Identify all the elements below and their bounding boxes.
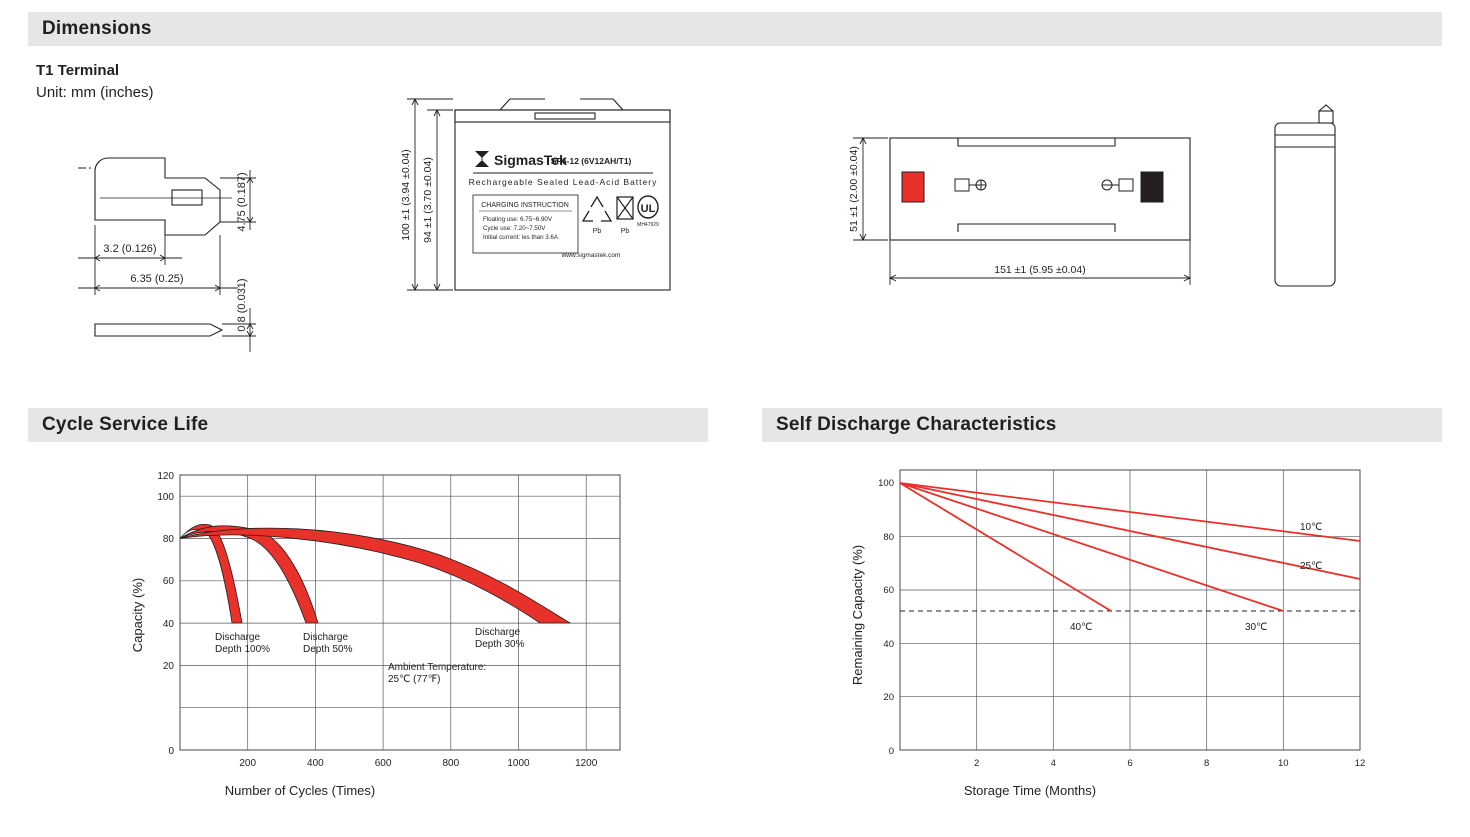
section-header-cycle-service-life (28, 408, 708, 442)
svg-text:8: 8 (1204, 758, 1210, 769)
svg-text:60: 60 (883, 585, 894, 596)
svg-text:UL: UL (640, 203, 656, 215)
battery-subtitle: Rechargeable Sealed Lead-Acid Battery (468, 177, 658, 187)
charging-line-1: Floating use: 6.75~6.90V (483, 216, 552, 223)
terminal-drawing (60, 130, 360, 360)
annotation-dod30-line2: Depth 30% (475, 639, 525, 650)
dim-length-label: 151 ±1 (5.95 ±0.04) (994, 264, 1086, 276)
no-trash-label: Pb (620, 228, 630, 235)
charging-line-3: Initial current: les than 3.6A (483, 234, 558, 241)
dim-height-outer-label: 100 ±1 (3.94 ±0.04) (400, 149, 412, 241)
recycle-label: Pb (592, 228, 602, 235)
section-title-cycle-service-life: Cycle Service Life (42, 414, 209, 435)
series-label-10c: 10℃ (1300, 522, 1323, 533)
charging-line-2: Cycle use: 7.20~7.50V (483, 225, 546, 232)
annotation-dod100-line2: Depth 100% (215, 644, 271, 655)
svg-text:200: 200 (239, 758, 257, 769)
charging-instruction-title: CHARGING INSTRUCTION (481, 202, 569, 209)
dim-6.35-label: 6.35 (0.25) (130, 273, 184, 285)
svg-text:40: 40 (162, 619, 174, 630)
annotation-dod30-line1: Discharge (475, 627, 521, 638)
dim-height-inner-label: 94 ±1 (3.70 ±0.04) (422, 157, 434, 243)
svg-text:600: 600 (374, 758, 392, 769)
ul-icon (637, 196, 659, 228)
svg-text:800: 800 (442, 758, 460, 769)
self-chart-xlabel: Storage Time (Months) (963, 783, 1097, 798)
battery-brand: SigmasTek (494, 152, 567, 168)
svg-text:20: 20 (162, 661, 174, 672)
svg-text:60: 60 (162, 576, 174, 587)
no-trash-icon (617, 197, 633, 235)
self-chart-ylabel: Remaining Capacity (%) (850, 544, 865, 686)
t1-terminal-title: T1 Terminal (36, 62, 120, 79)
unit-label: Unit: mm (inches) (36, 84, 154, 101)
cycle-chart-ylabel: Capacity (%) (130, 577, 145, 653)
svg-text:80: 80 (883, 532, 894, 543)
annotation-dod50-line2: Depth 50% (303, 644, 353, 655)
recycle-icon (583, 197, 611, 235)
svg-text:40: 40 (883, 639, 894, 650)
svg-text:0: 0 (888, 746, 894, 757)
battery-side-view (1255, 95, 1375, 310)
svg-text:1200: 1200 (575, 758, 598, 769)
battery-website: www.sigmastek.com (561, 252, 621, 259)
section-title-dimensions: Dimensions (42, 18, 152, 39)
battery-top-view (845, 110, 1215, 300)
svg-text:0: 0 (168, 746, 174, 757)
svg-text:120: 120 (157, 471, 174, 482)
svg-text:12: 12 (1354, 758, 1366, 769)
dim-4.75-label: 4.75 (0.187) (236, 172, 248, 232)
battery-front-view (395, 85, 725, 315)
svg-text:400: 400 (307, 758, 324, 769)
dim-depth-label: 51 ±1 (2.00 ±0.04) (848, 146, 860, 232)
cycle-chart-xlabel: Number of Cycles (Times) (224, 783, 376, 798)
series-label-30c: 30℃ (1245, 622, 1268, 633)
svg-text:100: 100 (157, 492, 174, 503)
section-header-dimensions (28, 12, 1442, 46)
svg-text:2: 2 (974, 758, 980, 769)
svg-text:100: 100 (878, 478, 894, 489)
battery-model: SP6-12 (6V12AH/T1) (550, 156, 632, 166)
section-title-self-discharge: Self Discharge Characteristics (776, 414, 1057, 435)
annotation-dod100-line1: Discharge (215, 632, 261, 643)
section-header-self-discharge (762, 408, 1442, 442)
svg-text:20: 20 (883, 692, 894, 703)
cycle-service-life-chart (120, 455, 740, 815)
series-label-25c: 25℃ (1300, 561, 1323, 572)
svg-text:4: 4 (1050, 758, 1056, 769)
svg-text:1000: 1000 (507, 758, 530, 769)
dim-0.8-label: 0.8 (0.031) (236, 278, 248, 332)
self-discharge-chart (840, 455, 1440, 815)
dim-3.2-label: 3.2 (0.126) (103, 243, 157, 255)
series-label-40c: 40℃ (1070, 622, 1093, 633)
annotation-ambient-line1: Ambient Temperature: (388, 662, 487, 673)
annotation-dod50-line1: Discharge (303, 632, 349, 643)
svg-text:80: 80 (162, 534, 174, 545)
svg-text:10: 10 (1278, 758, 1289, 769)
annotation-ambient-line2: 25℃ (77℉) (388, 674, 441, 685)
svg-text:6: 6 (1127, 758, 1133, 769)
ul-file-number: MH47929 (637, 222, 659, 228)
